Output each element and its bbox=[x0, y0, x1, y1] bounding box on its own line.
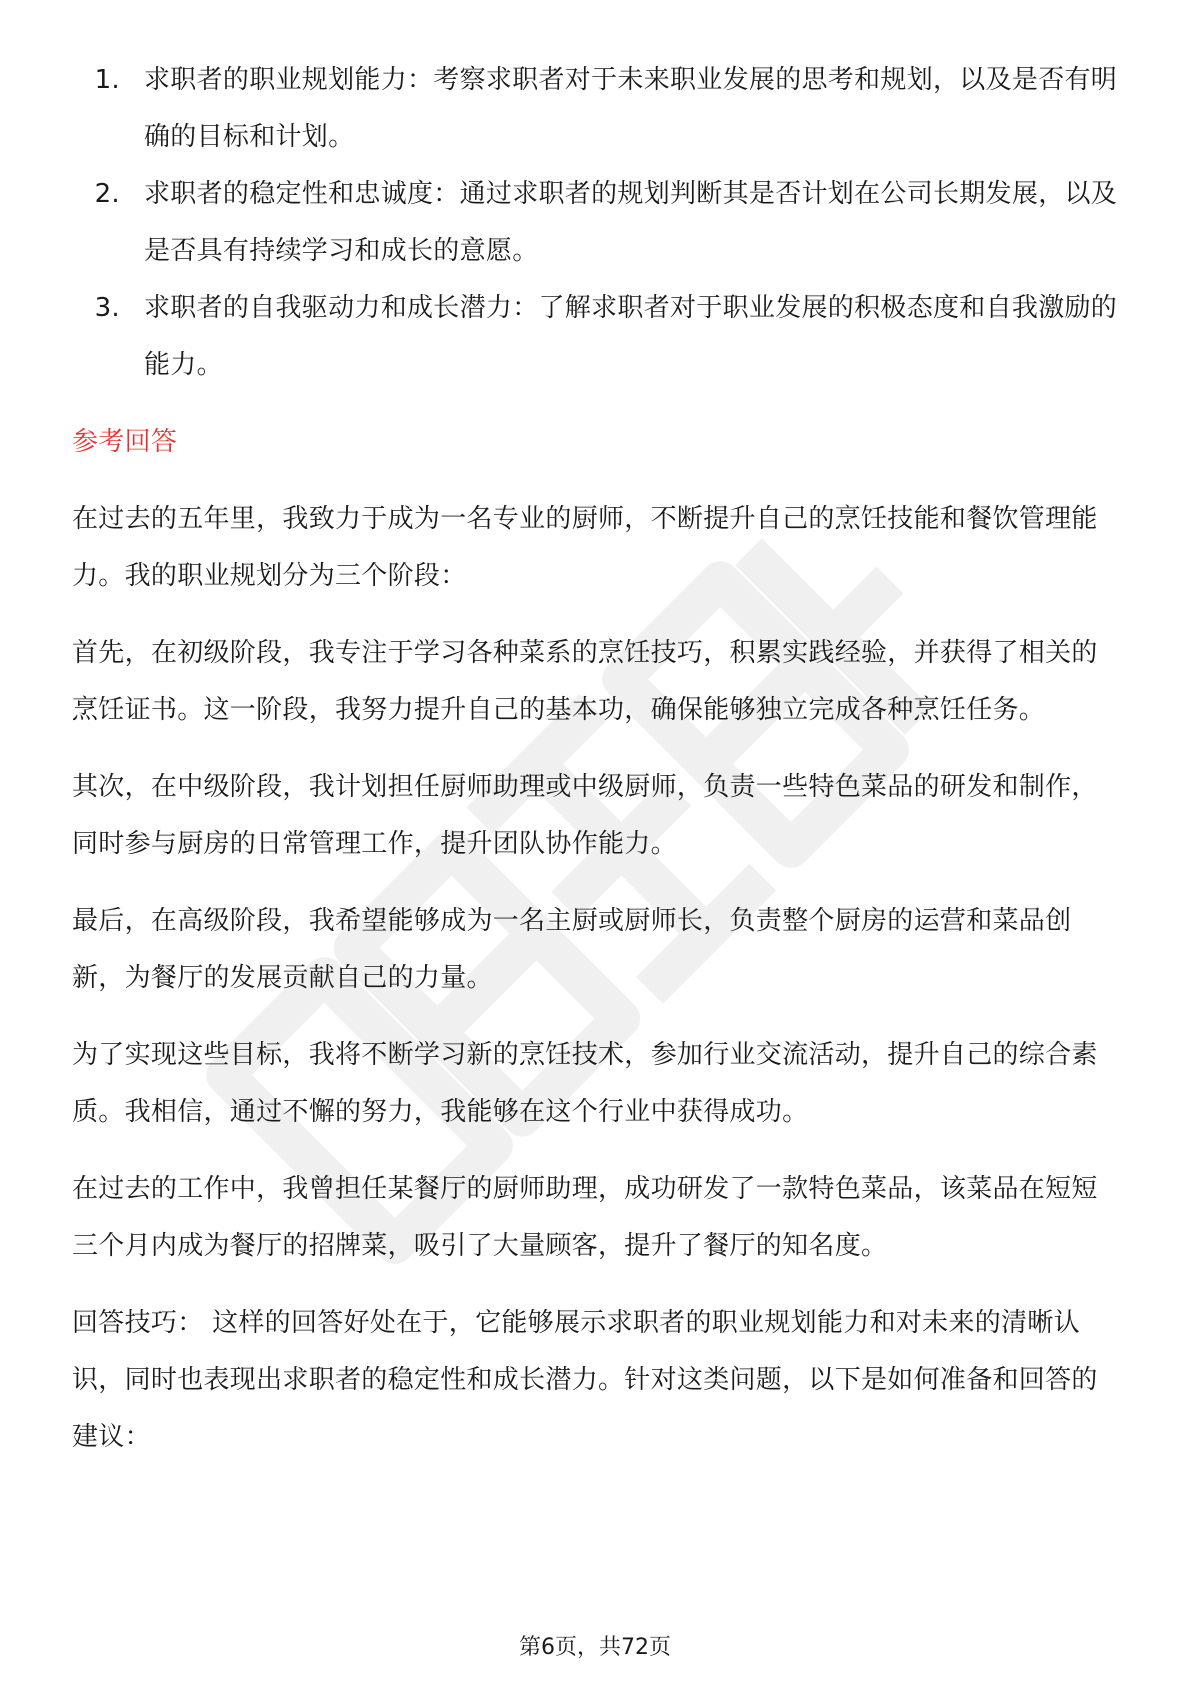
list-item bbox=[72, 52, 1122, 166]
list-text: 求职者的自我驱动力和成长潜力：了解求职者对于职业发展的积极态度和自我激励的能力。 bbox=[144, 293, 1118, 380]
paragraph: 在过去的五年里，我致力于成为一名专业的厨师，不断提升自己的烹饪技能和餐饮管理能力。我的职业规划分为三个阶段： bbox=[72, 504, 1098, 591]
paragraph: 最后，在高级阶段，我希望能够成为一名主厨或厨师长，负责整个厨房的运营和菜品创新，为餐厅的发展贡献自己的力量。 bbox=[72, 906, 1072, 993]
section-heading: 参考回答 bbox=[72, 427, 178, 457]
list-number: 1. bbox=[94, 65, 120, 95]
paragraph: 首先，在初级阶段，我专注于学习各种菜系的烹饪技巧，积累实践经验，并获得了相关的烹饪证书。这一阶段，我努力提升自己的基本功，确保能够独立完成各种烹饪任务。 bbox=[72, 638, 1098, 725]
paragraph: 为了实现这些目标，我将不断学习新的烹饪技术，参加行业交流活动，提升自己的综合素质。我相信，通过不懈的努力，我能够在这个行业中获得成功。 bbox=[72, 1040, 1098, 1127]
paragraph: 在过去的工作中，我曾担任某餐厅的厨师助理，成功研发了一款特色菜品，该菜品在短短三个月内成为餐厅的招牌菜，吸引了大量顾客，提升了餐厅的知名度。 bbox=[72, 1174, 1098, 1261]
list-item bbox=[72, 166, 1122, 280]
list-item bbox=[72, 280, 1122, 394]
paragraph: 回答技巧： 这样的回答好处在于，它能够展示求职者的职业规划能力和对未来的清晰认识，同时也表现出求职者的稳定性和成长潜力。针对这类问题，以下是如何准备和回答的建议： bbox=[72, 1308, 1098, 1452]
list-text: 求职者的职业规划能力：考察求职者对于未来职业发展的思考和规划，以及是否有明确的目标和计划。 bbox=[144, 65, 1118, 152]
list-number: 3. bbox=[94, 293, 120, 323]
paragraph: 其次，在中级阶段，我计划担任厨师助理或中级厨师，负责一些特色菜品的研发和制作，同时参与厨房的日常管理工作，提升团队协作能力。 bbox=[72, 772, 1098, 859]
page-footer: 第6页，共72页 bbox=[519, 1635, 671, 1660]
question-list bbox=[72, 52, 1122, 394]
list-text: 求职者的稳定性和忠诚度：通过求职者的规划判断其是否计划在公司长期发展，以及是否具有持续学习和成长的意愿。 bbox=[144, 179, 1118, 266]
list-number: 2. bbox=[94, 179, 120, 209]
main-content bbox=[72, 52, 1122, 1486]
